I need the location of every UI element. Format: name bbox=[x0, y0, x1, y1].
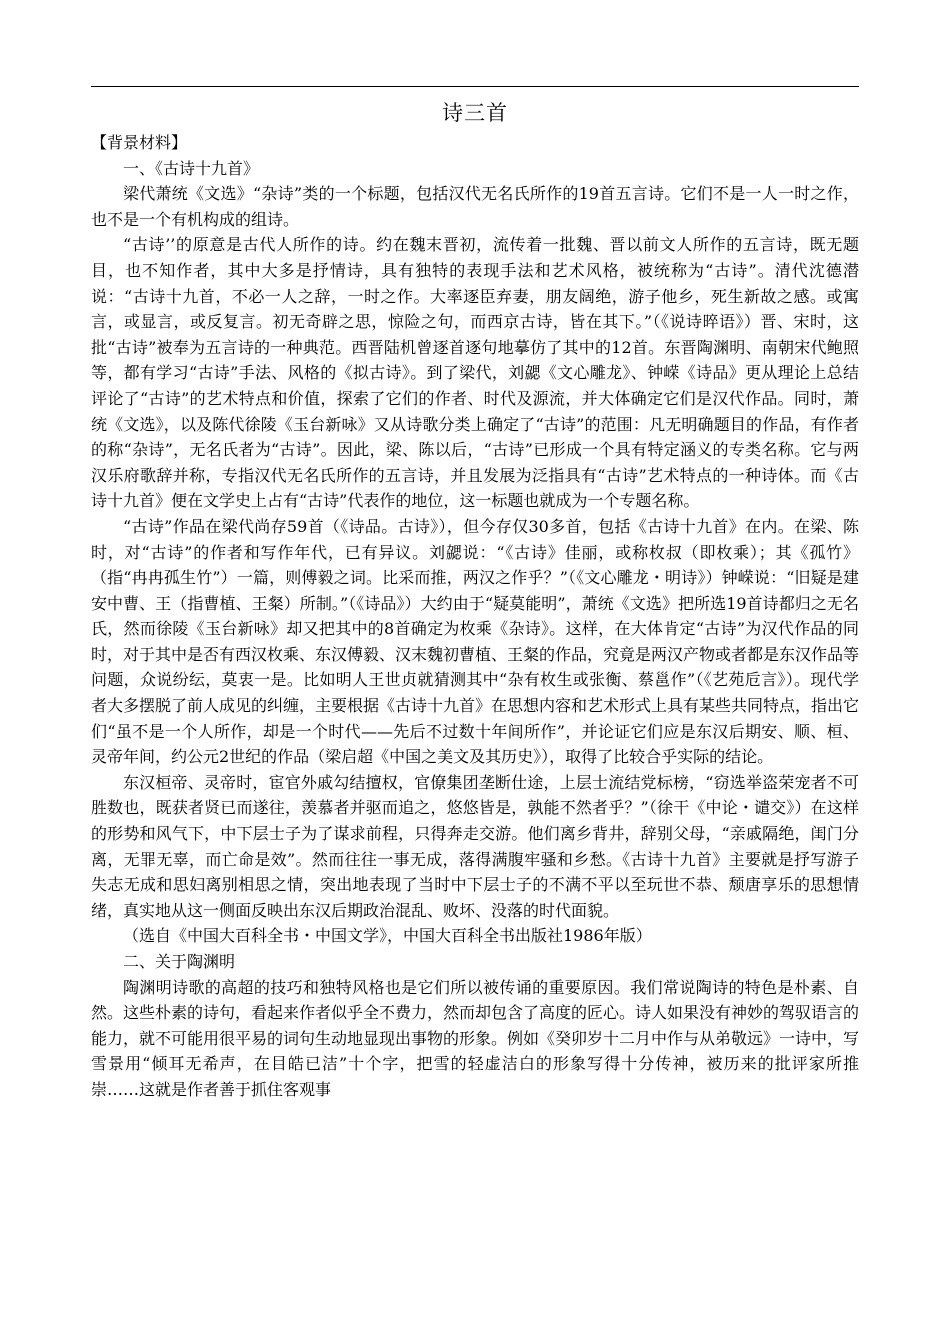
body-paragraph-1: 梁代萧统《文选》“杂诗”类的一个标题，包括汉代无名氏所作的19首五言诗。它们不是一人一时之作，也不是一个有机构成的组诗。 bbox=[91, 184, 859, 229]
header-rule bbox=[91, 86, 859, 87]
section-label: 【背景材料】 bbox=[91, 133, 188, 152]
section-heading-1: 一、《古诗十九首》 bbox=[123, 158, 260, 178]
section-heading-2: 二、关于陶渊明 bbox=[123, 952, 236, 971]
source-note: （选自《中国大百科全书・中国文学》，中国大百科全书出版社1986年版） bbox=[123, 926, 652, 946]
document-body bbox=[91, 130, 859, 1103]
body-paragraph-2: “古诗’’的原意是古代人所作的诗。约在魏末晋初，流传着一批魏、晋以前文人所作的五言诗，既无题目，也不知作者，其中大多是抒情诗，具有独特的表现手法和艺术风格，被统称为“古诗”。清代沈德潜说：“古诗十九首，不必一人之辞，一时之作。大率逐臣弃妻，朋友阔绝，游子他乡，死生新故之感。或寓言，或显言，或反复言。初无奇辟之思，惊险之句，而西京古诗，皆在其下。”（《说诗晬语》）晋、宋时，这批“古诗”被奉为五言诗的一种典范。西晋陆机曾逐首逐句地摹仿了其中的12首。东晋陶渊明、南朝宋代鲍照等，都有学习“古诗”手法、风格的《拟古诗》。到了梁代，刘勰《文心雕龙》、钟嵘《诗品》更从理论上总结评论了“古诗”的艺术特点和价值，探索了它们的作者、时代及源流，并大体确定它们是汉代作品。同时，萧统《文选》，以及陈代徐陵《玉台新咏》又从诗歌分类上确定了“古诗”的范围：凡无明确题目的作品，有作者的称“杂诗”，无名氏者为“古诗”。因此，梁、陈以后，“古诗”已形成一个具有特定涵义的专类名称。它与两汉乐府歌辞并称，专指汉代无名氏所作的五言诗，并且发展为泛指具有“古诗”艺术特点的一种诗体。而《古诗十九首》便在文学史上占有“古诗”代表作的地位，这一标题也就成为一个专题名称。 bbox=[91, 235, 859, 511]
body-paragraph-4: 东汉桓帝、灵帝时，宦官外戚勾结擅权，官僚集团垄断仕途，上层士流结党标榜，“窃选举盗荣宠者不可胜数也，既获者贤已而遂往，羡慕者并驱而追之，悠悠皆是，孰能不然者乎？”（徐干《中论・谴交》）在这样的形势和风气下，中下层士子为了谋求前程，只得奔走交游。他们离乡背井，辞别父母，“亲戚隔绝，闺门分离，无罪无辜，而亡命是效”。然而往往一事无成，落得满腹牢骚和乡愁。《古诗十九首》主要就是抒写游子失志无成和思妇离别相思之情，突出地表现了当时中下层士子的不满不平以至玩世不恭、颓唐享乐的思想情绪，真实地从这一侧面反映出东汉后期政治混乱、败坏、没落的时代面貌。 bbox=[91, 772, 859, 920]
body-paragraph-3: “古诗”作品在梁代尚存59首（《诗品。古诗》），但今存仅30多首，包括《古诗十九首》在内。在梁、陈时，对“古诗”的作者和写作年代，已有异议。刘勰说：“《古诗》佳丽，或称枚叔（即枚乘）；其《孤竹》（指“冉冉孤生竹”）一篇，则傅毅之词。比采而推，两汉之作乎？”（《文心雕龙・明诗》）钟嵘说：“旧疑是建安中曹、王（指曹植、王粲）所制。”（《诗品》）大约由于“疑莫能明”，萧统《文选》把所选19首诗都归之无名氏，然而徐陵《玉台新咏》却又把其中的8首确定为枚乘《杂诗》。这样，在大体肯定“古诗”为汉代作品的同时，对于其中是否有西汉枚乘、东汉傅毅、汉末魏初曹植、王粲的作品，究竟是两汉产物或者都是东汉作品等问题，众说纷纭，莫衷一是。比如明人王世贞就猜测其中“杂有枚生或张衡、蔡邕作”（《艺苑卮言》）。现代学者大多摆脱了前人成见的纠缠，主要根据《古诗十九首》在思想内容和艺术形式上具有某些共同特点，指出它们“虽不是一个人所作，却是一个时代——先后不过数十年间所作”，并论证它们应是东汉后期安、顺、桓、灵帝年间，约公元2世纪的作品（梁启超《中国之美文及其历史》），取得了比较合乎实际的结论。 bbox=[91, 516, 860, 767]
body-paragraph-5: 陶渊明诗歌的高超的技巧和独特风格也是它们所以被传诵的重要原因。我们常说陶诗的特色是朴素、自然。这些朴素的诗句，看起来作者似乎全不费力，然而却包含了高度的匠心。诗人如果没有神妙的驾驭语言的能力，就不可能用很平易的词句生动地显现出事物的形象。例如《癸卯岁十二月中作与从弟敬远》一诗中，写雪景用“倾耳无希声，在目皓已洁”十个字，把雪的轻虚洁白的形象写得十分传神，被历来的批评家所推崇……这就是作者善于抓住客观事 bbox=[91, 977, 860, 1099]
document-title: 诗三首 bbox=[442, 101, 508, 125]
